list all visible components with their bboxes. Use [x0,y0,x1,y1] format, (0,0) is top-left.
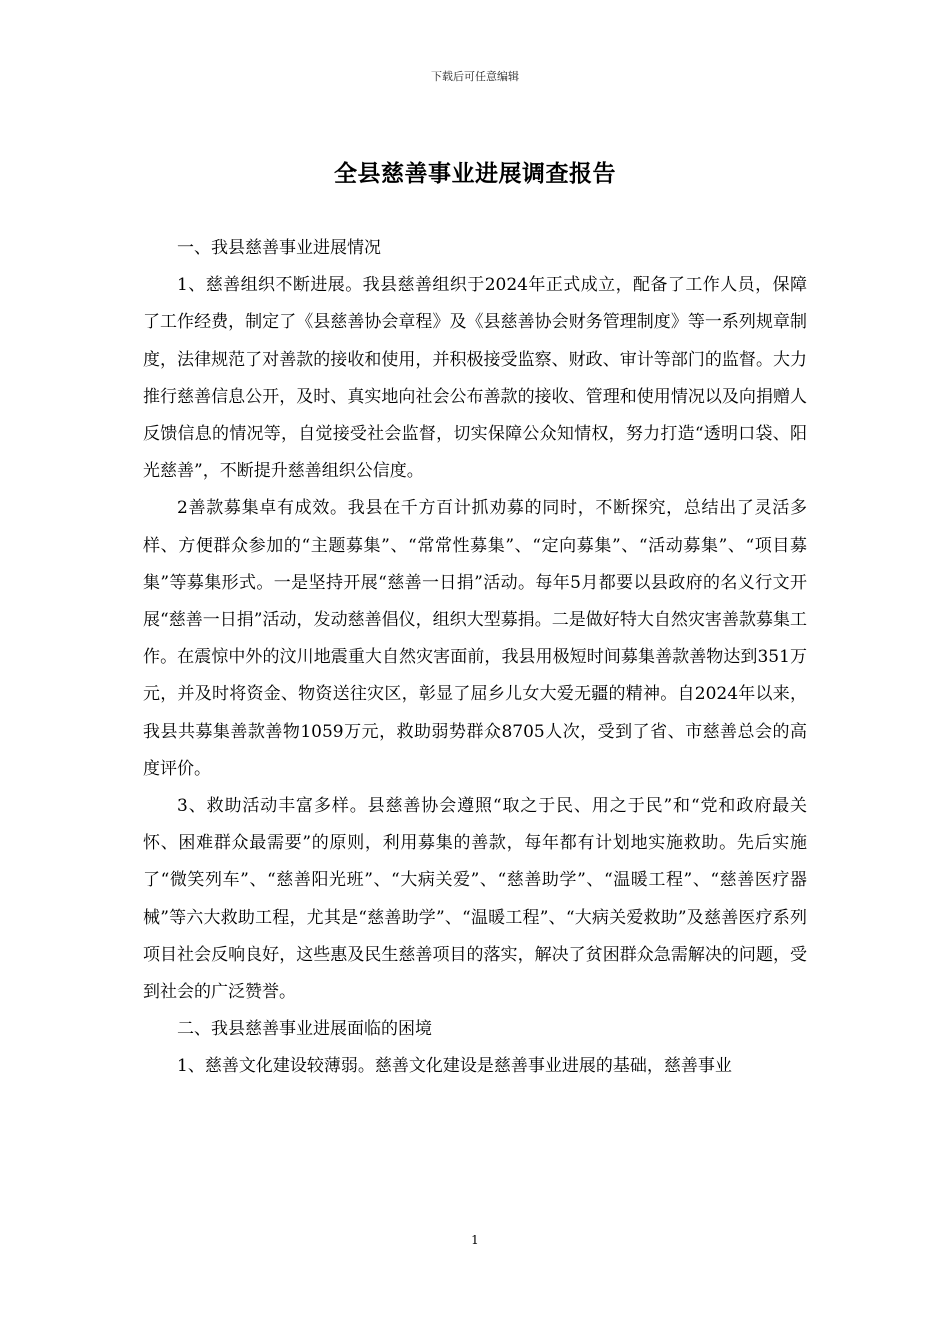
paragraph-organization: 1、慈善组织不断进展。我县慈善组织于2024年正式成立，配备了工作人员，保障了工作经费，制定了《县慈善协会章程》及《县慈善协会财务管理制度》等一系列规章制度，法律规范了对善款的接收和使用，并积极接受监察、财政、审计等部门的监督。大力推行慈善信息公开，及时、真实地向社会公布善款的接收、管理和使用情况以及向捐赠人反馈信息的情况等，自觉接受社会监督，切实保障公众知情权，努力打造“透明口袋、阳光慈善”，不断提升慈善组织公信度。 [143,275,807,482]
section-heading-1: 一、我县慈善事业进展情况 [177,238,381,258]
document-body [143,230,807,1086]
section-heading-2: 二、我县慈善事业进展面临的困境 [177,1019,432,1040]
document-title: 全县慈善事业进展调查报告 [334,160,616,187]
paragraph-culture: 1、慈善文化建设较薄弱。慈善文化建设是慈善事业进展的基础，慈善事业 [177,1056,732,1077]
page-number: 1 [471,1233,479,1247]
paragraph-fundraising: 2善款募集卓有成效。我县在千方百计抓劝募的同时，不断探究，总结出了灵活多样、方便群众参加的“主题募集”、“常常性募集”、“定向募集”、“活动募集”、“项目募集”等募集形式。一是坚持开展“慈善一日捐”活动。每年5月都要以县政府的名义行文开展“慈善一日捐”活动，发动慈善倡仪，组织大型募捐。二是做好特大自然灾害善款募集工作。在震惊中外的汶川地震重大自然灾害面前，我县用极短时间募集善款善物达到351万元，并及时将资金、物资送往灾区，彰显了屈乡儿女大爱无疆的精神。自2024年以来，我县共募集善款善物1059万元，救助弱势群众8705人次，受到了省、市慈善总会的高度评价。 [143,498,807,779]
paragraph-relief-activities: 3、救助活动丰富多样。县慈善协会遵照“取之于民、用之于民”和“党和政府最关怀、困难群众最需要”的原则，利用募集的善款，每年都有计划地实施救助。先后实施了“微笑列车”、“慈善阳光班”、“大病关爱”、“慈善助学”、“温暖工程”、“慈善医疗器械”等六大救助工程，尤其是“慈善助学”、“温暖工程”、“大病关爱救助”及慈善医疗系列项目社会反响良好，这些惠及民生慈善项目的落实，解决了贫困群众急需解决的问题，受到社会的广泛赞誉。 [143,796,807,1003]
page-header: 下载后可任意编辑 [431,70,519,83]
